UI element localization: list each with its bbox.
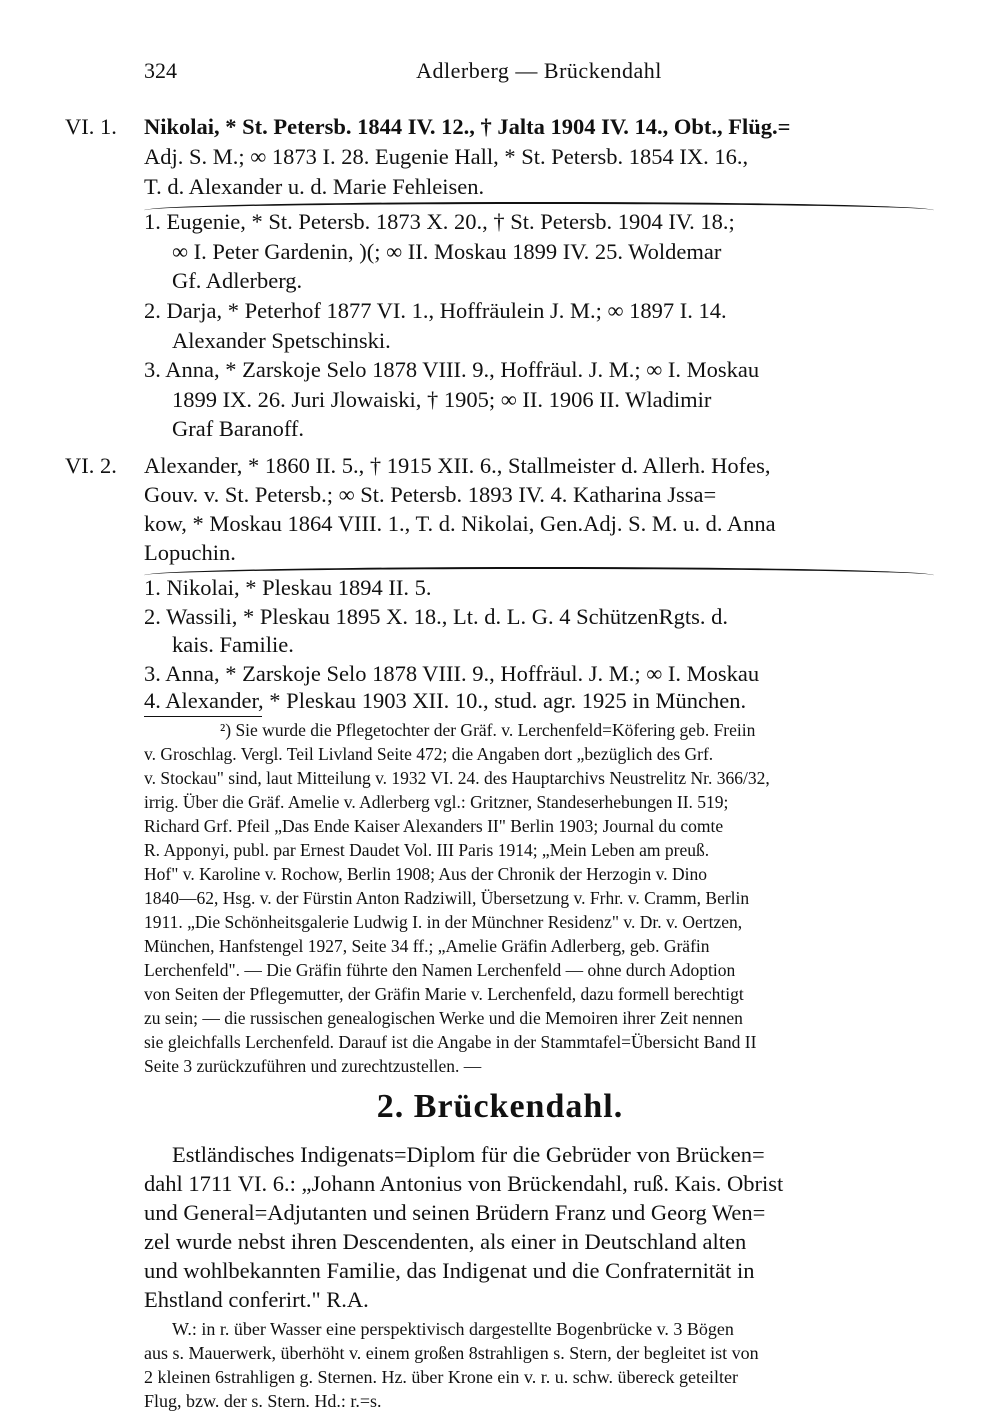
section-heading: 2. Brückendahl. [376, 1088, 624, 1125]
footnote-line: 1911. „Die Schönheitsgalerie Ludwig I. in der Münchner Residenz" v. Dr. v. Oertzen, [144, 912, 743, 932]
child-line: kais. Familie. [172, 632, 294, 657]
body-line: und wohlbekannten Familie, das Indigenat und die Confraternität in [144, 1258, 755, 1283]
child-line: 1899 IX. 26. Juri Jlowaiski, † 1905; ∞ II. 1906 II. Wladimir [172, 387, 712, 412]
body-line: und General=Adjutanten und seinen Brüdern Franz und Georg Wen= [144, 1200, 766, 1225]
footnote-rule [144, 716, 262, 717]
page-number: 324 [144, 58, 177, 83]
entry-label: VI. 1. [65, 114, 117, 139]
footnote-line: von Seiten der Pflegemutter, der Gräfin Marie v. Lerchenfeld, dazu formell berechtigt [144, 984, 744, 1004]
child-line: 1. Eugenie, * St. Petersb. 1873 X. 20., † St. Petersb. 1904 IV. 18.; [144, 209, 735, 234]
footnote-line: R. Apponyi, publ. par Ernest Daudet Vol. III Paris 1914; „Mein Leben am preuß. [144, 840, 710, 860]
arms-description-line: 2 kleinen 6strahligen g. Sternen. Hz. über Krone ein v. r. u. schw. übereck geteilter [144, 1367, 738, 1387]
footnote-line: 1840—62, Hsg. v. der Fürstin Anton Radziwill, Übersetzung v. Frhr. v. Cramm, Berlin [144, 888, 750, 908]
arms-description-line: Flug, bzw. der s. Stern. Hd.: r.=s. [144, 1391, 382, 1411]
entry-line: Nikolai, * St. Petersb. 1844 IV. 12., † Jalta 1904 IV. 14., Obt., Flüg.= [144, 114, 791, 139]
body-line: Ehstland conferirt." R.A. [144, 1287, 369, 1312]
child-line: ∞ I. Peter Gardenin, )(; ∞ II. Moskau 1899 IV. 25. Woldemar [172, 239, 722, 264]
entry-line: Adj. S. M.; ∞ 1873 I. 28. Eugenie Hall, * St. Petersb. 1854 IX. 16., [144, 144, 749, 169]
child-line: Graf Baranoff. [172, 416, 305, 441]
child-line: Alexander Spetschinski. [172, 328, 391, 353]
child-line: 3. Anna, * Zarskoje Selo 1878 VIII. 9., Hoffräul. J. M.; ∞ I. Moskau [144, 357, 760, 382]
footnote-line: sie gleichfalls Lerchenfeld. Darauf ist die Angabe in der Stammtafel=Übersicht Band II [144, 1032, 757, 1052]
footnote-line: irrig. Über die Gräf. Amelie v. Adlerberg vgl.: Gritzner, Standeserhebungen II. 519; [144, 792, 729, 812]
body-line: dahl 1711 VI. 6.: „Johann Antonius von Brückendahl, ruß. Kais. Obrist [144, 1171, 784, 1196]
body-line: zel wurde nebst ihren Descendenten, als einer in Deutschland alten [144, 1229, 747, 1254]
footnote-line: Richard Grf. Pfeil „Das Ende Kaiser Alexanders II" Berlin 1903; Journal du comte [144, 816, 724, 836]
footnote-line: ²) Sie wurde die Pflegetochter der Gräf. v. Lerchenfeld=Köfering geb. Freiin [220, 720, 756, 740]
child-line: 3. Anna, * Zarskoje Selo 1878 VIII. 9., Hoffräul. J. M.; ∞ I. Moskau [144, 661, 760, 686]
arms-description-line: W.: in r. über Wasser eine perspektivisch dargestellte Bogenbrücke v. 3 Bögen [172, 1319, 734, 1339]
entry-line: kow, * Moskau 1864 VIII. 1., T. d. Nikolai, Gen.Adj. S. M. u. d. Anna [144, 511, 776, 536]
entry-line: T. d. Alexander u. d. Marie Fehleisen. [144, 174, 485, 199]
running-title: Adlerberg — Brückendahl [416, 58, 662, 83]
arms-description-line: aus s. Mauerwerk, überhöht v. einem großen 8strahligen s. Stern, der begleitet ist von [144, 1343, 759, 1363]
child-line: 4. Alexander, * Pleskau 1903 XII. 10., stud. agr. 1925 in München. [144, 688, 747, 713]
footnote-line: zu sein; — die russischen genealogischen Werke und die Memoiren ihrer Zeit nennen [144, 1008, 743, 1028]
footnote-line: München, Hanfstengel 1927, Seite 34 ff.; „Amelie Gräfin Adlerberg, geb. Gräfin [144, 936, 710, 956]
child-line: 2. Darja, * Peterhof 1877 VI. 1., Hoffräulein J. M.; ∞ 1897 I. 14. [144, 298, 727, 323]
footnote-line: Hof" v. Karoline v. Rochow, Berlin 1908; Aus der Chronik der Herzogin v. Dino [144, 864, 707, 884]
entry-label: VI. 2. [65, 453, 117, 478]
child-line: 2. Wassili, * Pleskau 1895 X. 18., Lt. d. L. G. 4 SchützenRgts. d. [144, 604, 729, 629]
body-line: Estländisches Indigenats=Diplom für die Gebrüder von Brücken= [172, 1142, 765, 1167]
entry-line: Lopuchin. [144, 540, 236, 565]
entry-line: Alexander, * 1860 II. 5., † 1915 XII. 6., Stallmeister d. Allerh. Hofes, [144, 453, 771, 478]
page-header [144, 58, 934, 92]
child-line: Gf. Adlerberg. [172, 268, 303, 293]
footnote-line: Lerchenfeld". — Die Gräfin führte den Namen Lerchenfeld — ohne durch Adoption [144, 960, 736, 980]
child-line: 1. Nikolai, * Pleskau 1894 II. 5. [144, 575, 432, 600]
footnote-line: v. Stockau" sind, laut Mitteilung v. 1932 VI. 24. des Hauptarchivs Neustrelitz Nr. 366/32, [144, 768, 770, 788]
footnote-line: Seite 3 zurückzuführen und zurechtzustellen. — [144, 1056, 482, 1076]
entry-line: Gouv. v. St. Petersb.; ∞ St. Petersb. 1893 IV. 4. Katharina Jssa= [144, 482, 717, 507]
footnote-line: v. Groschlag. Vergl. Teil Livland Seite 472; die Angaben dort „bezüglich des Grf. [144, 744, 714, 764]
